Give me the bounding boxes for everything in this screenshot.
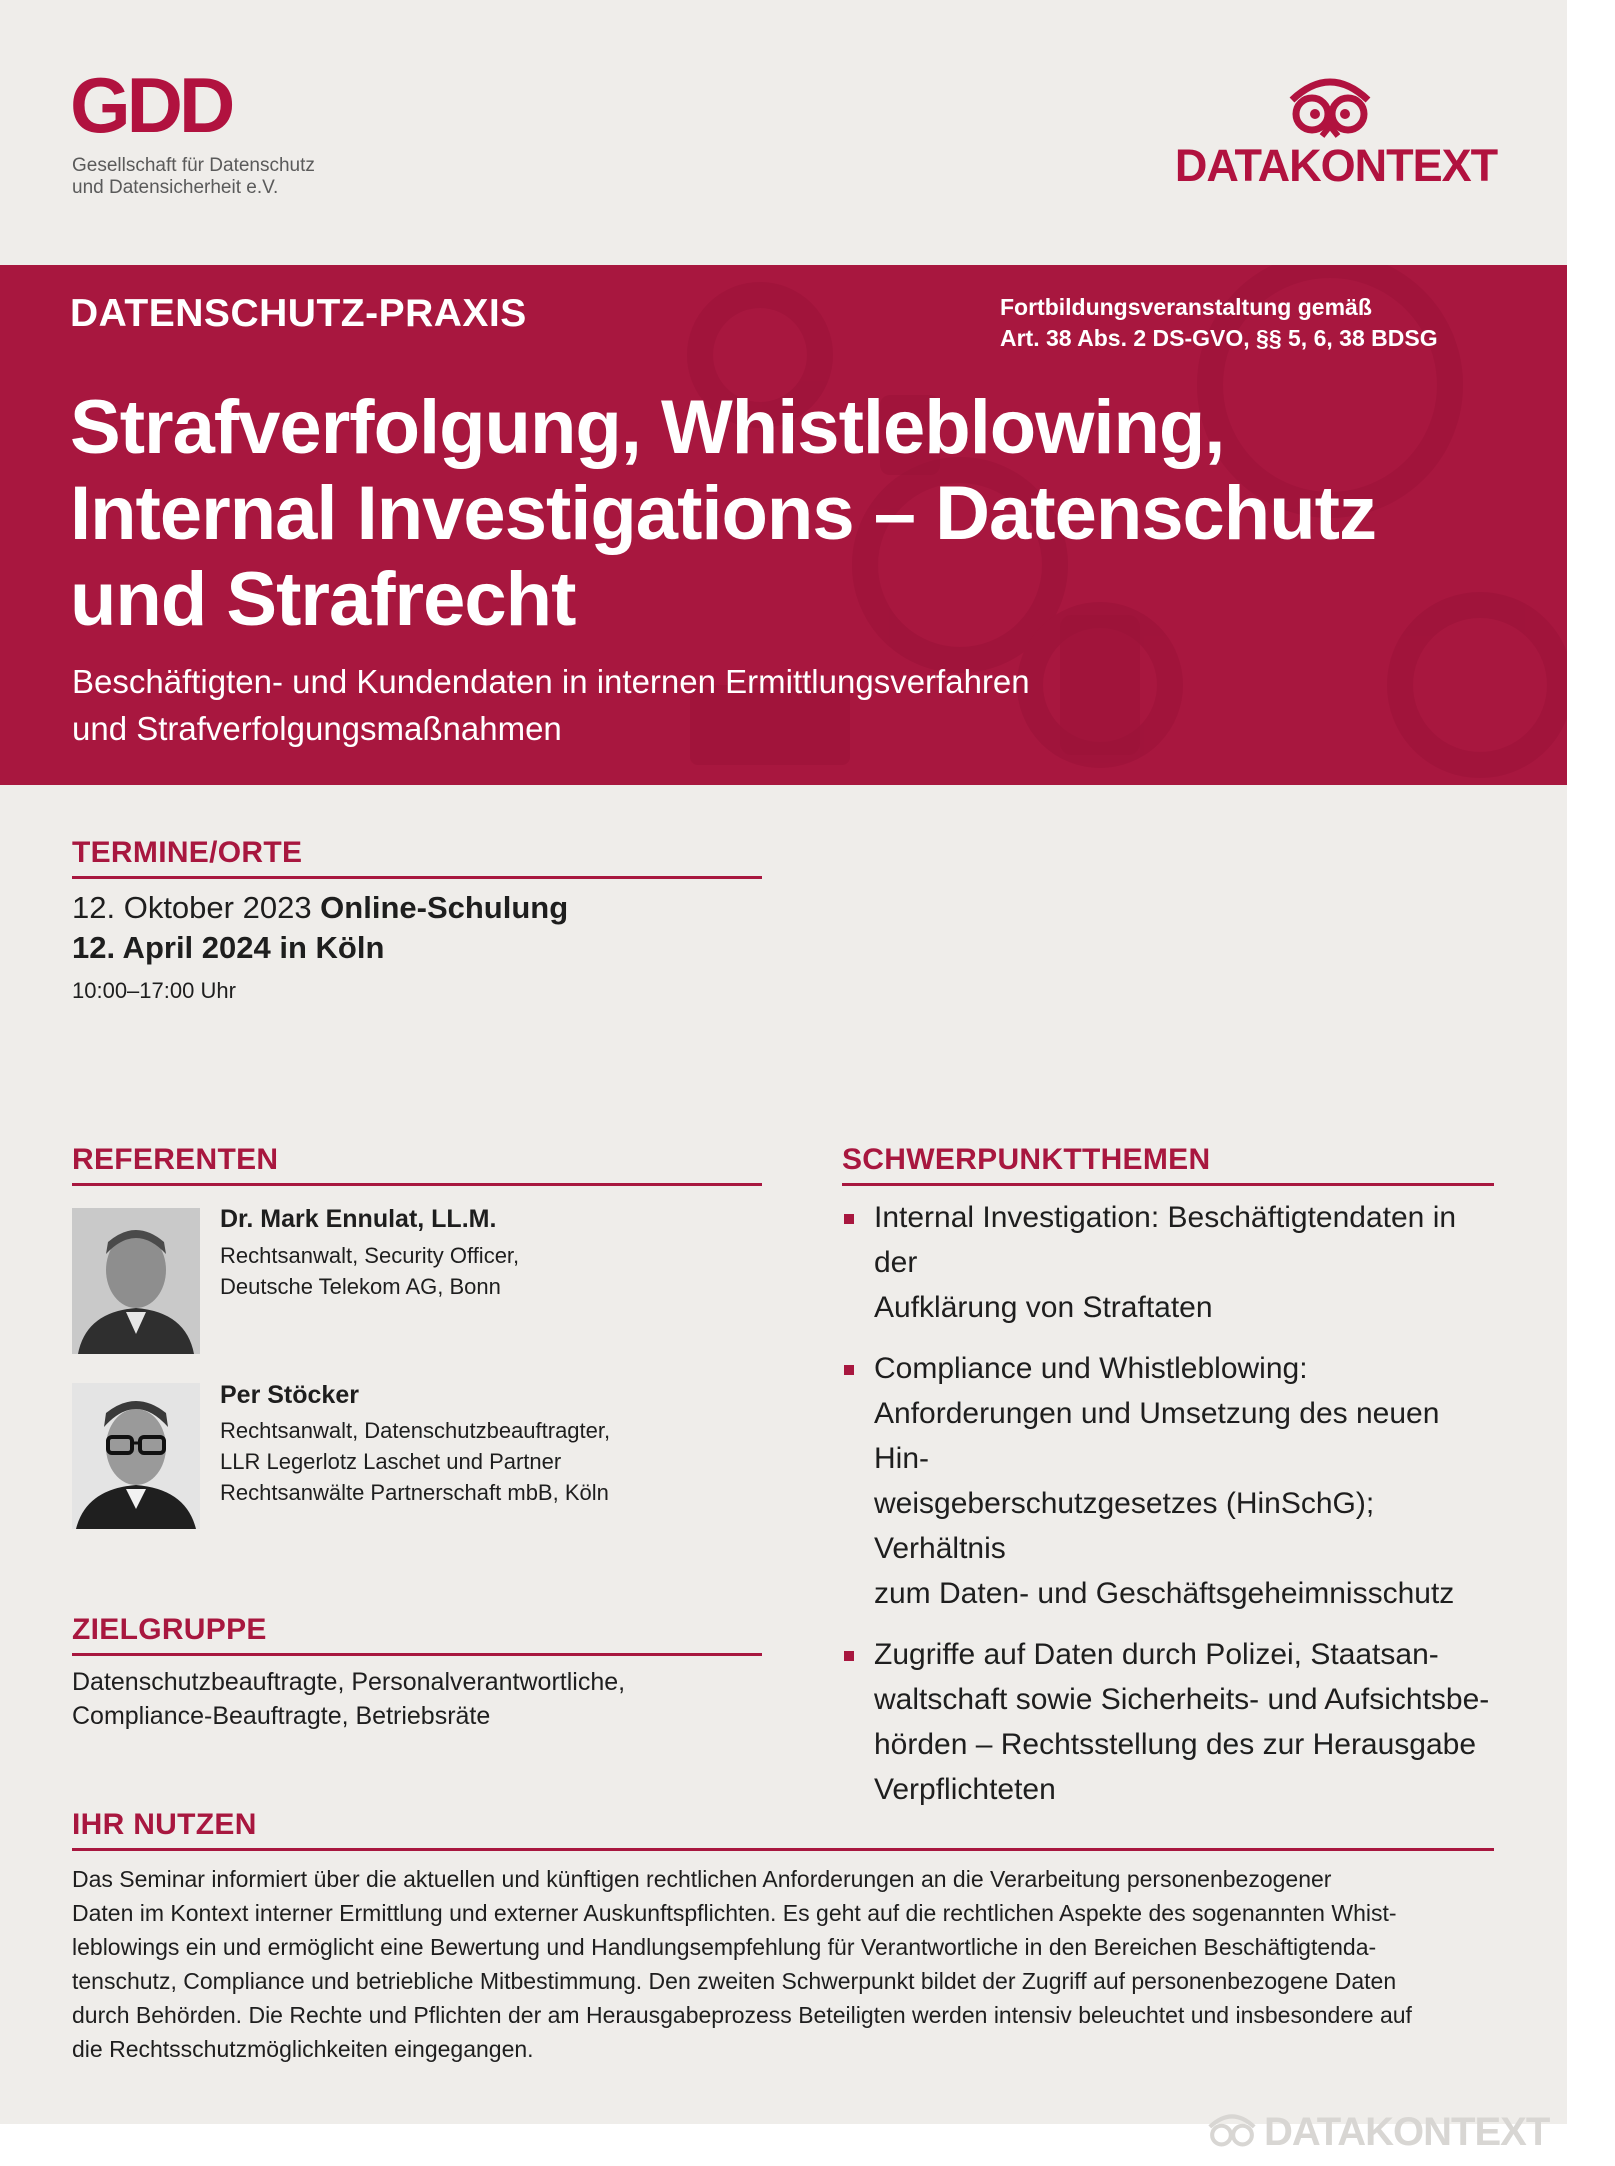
- page-title: [70, 385, 1510, 643]
- speaker-photo: [72, 1208, 200, 1354]
- speaker-detail: Rechtsanwälte Partnerschaft mbB, Köln: [220, 1480, 609, 1505]
- zielgruppe-text: [72, 1665, 625, 1733]
- speaker-name: Per Stöcker: [220, 1381, 359, 1409]
- gdd-subtitle: Gesellschaft für Datenschutz und Datensicherheit e.V.: [72, 155, 315, 198]
- title-line: und Strafrecht: [70, 557, 576, 642]
- speaker-photo: [72, 1383, 200, 1529]
- nutzen-line: Daten im Kontext interner Ermittlung und externer Auskunftspflichten. Es geht auf die rechtlichen Aspekte des sogenannten Whist-: [72, 1900, 1397, 1926]
- date-koeln: 12. April 2024 in Köln: [72, 930, 385, 965]
- zielgruppe-heading: ZIELGRUPPE: [72, 1613, 762, 1656]
- topic-line: waltschaft sowie Sicherheits- und Aufsichtsbe-: [874, 1683, 1490, 1716]
- topic-list: [842, 1195, 1502, 1828]
- training-note-line: Art. 38 Abs. 2 DS-GVO, §§ 5, 6, 38 BDSG: [1000, 325, 1438, 351]
- subtitle-line: und Strafverfolgungsmaßnahmen: [72, 710, 562, 747]
- topic-line: Compliance und Whistleblowing:: [874, 1352, 1308, 1385]
- bullet-square-icon: [844, 1365, 854, 1375]
- date-online: [72, 890, 568, 926]
- title-line: Internal Investigations – Datenschutz: [70, 471, 1376, 556]
- speaker-detail: LLR Legerlotz Laschet und Partner: [220, 1449, 562, 1474]
- topic-item: [842, 1195, 1502, 1330]
- owl-icon: [1282, 70, 1378, 144]
- page-subtitle: [72, 658, 1172, 752]
- owl-footer-icon: [1204, 2108, 1260, 2154]
- speaker-name: Dr. Mark Ennulat, LL.M.: [220, 1205, 497, 1233]
- training-note: [1000, 292, 1494, 354]
- speaker-detail: Rechtsanwalt, Datenschutzbeauftragter,: [220, 1418, 611, 1443]
- footer-logo-text: DATAKONTEXT: [1264, 2110, 1550, 2154]
- termine-heading: TERMINE/ORTE: [72, 836, 762, 879]
- zielgruppe-line: Compliance-Beauftragte, Betriebsräte: [72, 1702, 491, 1730]
- nutzen-text: [72, 1862, 1502, 2066]
- speaker-detail: Deutsche Telekom AG, Bonn: [220, 1274, 501, 1299]
- nutzen-line: tenschutz, Compliance und betriebliche Mitbestimmung. Den zweiten Schwerpunkt bildet der Zugriff auf personenbezogene Daten: [72, 1968, 1397, 1994]
- topic-line: Internal Investigation: Beschäftigtendaten in der: [874, 1201, 1457, 1279]
- date-online-format: Online-Schulung: [320, 890, 569, 925]
- topic-item: [842, 1632, 1502, 1812]
- nutzen-heading: IHR NUTZEN: [72, 1808, 1494, 1851]
- datakontext-logo-text: DATAKONTEXT: [1174, 140, 1498, 191]
- bullet-square-icon: [844, 1651, 854, 1661]
- gdd-logo-text: GDD: [70, 72, 232, 142]
- nutzen-line: durch Behörden. Die Rechte und Pflichten der am Herausgabeprozess Beteiligten werden intensiv beleuchtet und insbesondere auf: [72, 2002, 1412, 2028]
- topic-line: hörden – Rechtsstellung des zur Herausgabe: [874, 1728, 1477, 1761]
- topic-line: Aufklärung von Straftaten: [874, 1291, 1213, 1324]
- topic-line: Zugriffe auf Daten durch Polizei, Staatsan-: [874, 1638, 1439, 1671]
- date-online-prefix: 12. Oktober 2023: [72, 890, 321, 925]
- nutzen-line: die Rechtsschutzmöglichkeiten eingegangen.: [72, 2036, 534, 2062]
- schwerpunkt-heading: SCHWERPUNKTTHEMEN: [842, 1143, 1494, 1186]
- series-kicker: DATENSCHUTZ-PRAXIS: [70, 292, 527, 335]
- referenten-heading: REFERENTEN: [72, 1143, 762, 1186]
- nutzen-line: leblowings ein und ermöglicht eine Bewertung und Handlungsempfehlung für Verantwortliche in den Bereichen Beschäftigtenda-: [72, 1934, 1377, 1960]
- gdd-logo: [70, 72, 250, 142]
- training-note-line: Fortbildungsveranstaltung gemäß: [1000, 294, 1372, 320]
- topic-line: weisgeberschutzgesetzes (HinSchG); Verhältnis: [874, 1487, 1375, 1565]
- title-line: Strafverfolgung, Whistleblowing,: [70, 385, 1225, 470]
- event-time: 10:00–17:00 Uhr: [72, 978, 236, 1003]
- speaker-detail: Rechtsanwalt, Security Officer,: [220, 1243, 520, 1268]
- topic-item: [842, 1346, 1502, 1616]
- topic-line: Anforderungen und Umsetzung des neuen Hin-: [874, 1397, 1440, 1475]
- topic-line: zum Daten- und Geschäftsgeheimnisschutz: [874, 1577, 1455, 1610]
- topic-line: Verpflichteten: [874, 1773, 1056, 1806]
- subtitle-line: Beschäftigten- und Kundendaten in internen Ermittlungsverfahren: [72, 663, 1030, 700]
- bullet-square-icon: [844, 1214, 854, 1224]
- nutzen-line: Das Seminar informiert über die aktuellen und künftigen rechtlichen Anforderungen an die Verarbeitung personenbezogener: [72, 1866, 1332, 1892]
- zielgruppe-line: Datenschutzbeauftragte, Personalverantwortliche,: [72, 1668, 626, 1696]
